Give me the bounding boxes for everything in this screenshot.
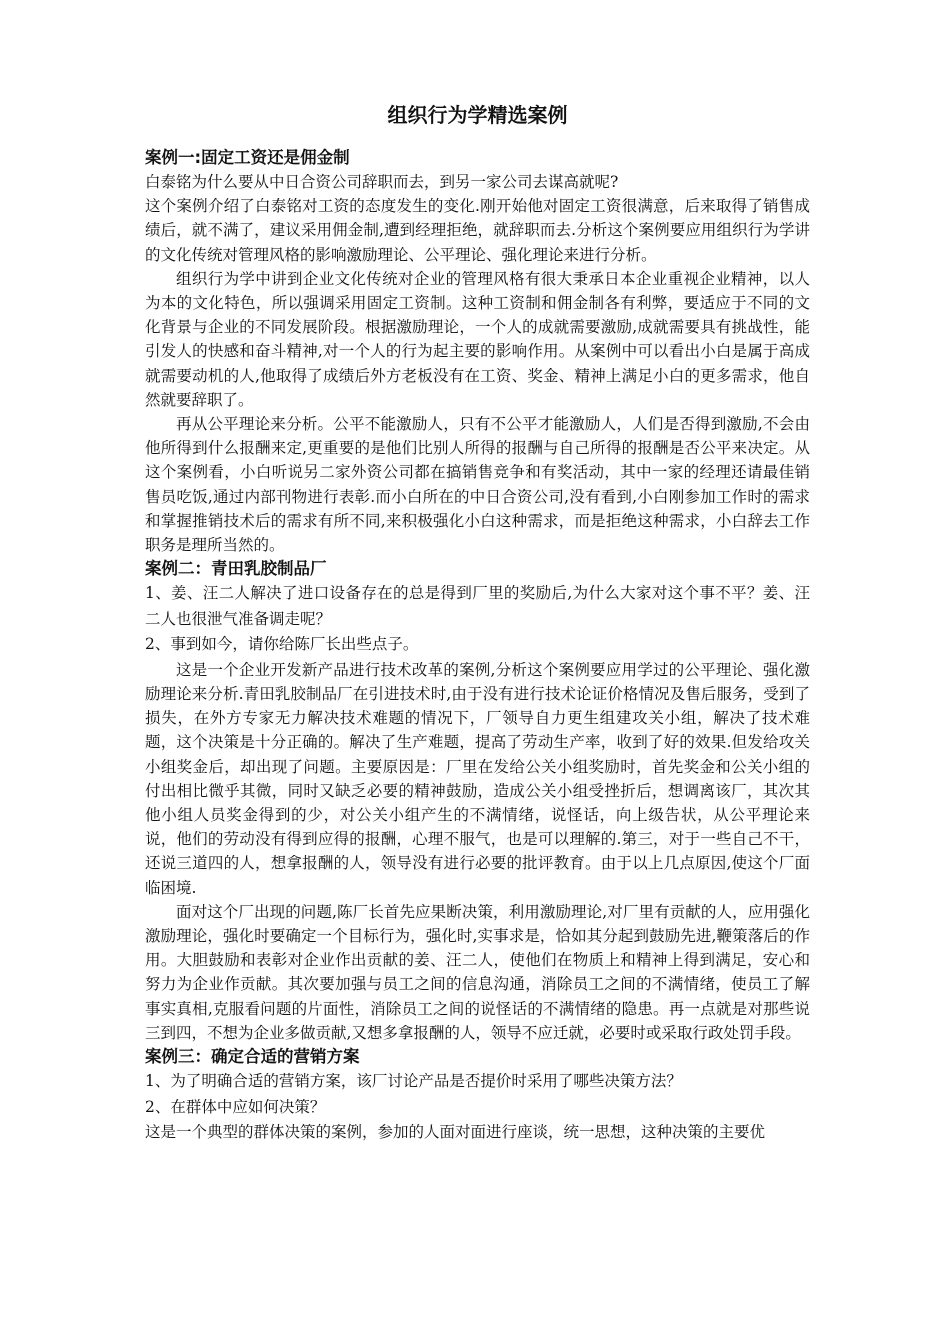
case2-question-2: 2、事到如今，请你给陈厂长出些点子。 xyxy=(145,635,419,654)
case1-heading: 案例一:固定工资还是佣金制 xyxy=(145,148,350,167)
case2-paragraph-2: 面对这个厂出现的问题,陈厂长首先应果断决策，利用激励理论,对厂里有贡献的人，应用强化激励理论，强化时要确定一个目标行为，强化时,实事求是，恰如其分起到鼓励先进,鞭策落后的作用。大胆鼓励和表彰对企业作出贡献的姜、汪二人，使他们在物质上和精神上得到满足，安心和努力为企业作贡献。其次要加强与员工之间的信息沟通，消除员工之间的不满情绪，使员工了解事实真相,克服看问题的片面性，消除员工之间的说怪话的不满情绪的隐患。再一点就是对那些说三到四，不想为企业多做贡献,又想多拿报酬的人，领导不应迁就，必要时或采取行政处罚手段。 xyxy=(145,902,810,1042)
case3-question-2: 2、在群体中应如何决策？ xyxy=(145,1097,326,1116)
case1-paragraph-1: 这个案例介绍了白泰铭对工资的态度发生的变化.刚开始他对固定工资很满意，后来取得了销售成绩后，就不满了，建议采用佣金制,遭到经理拒绝，就辞职而去.分析这个案例要应用组织行为学讲的文化传统对管理风格的影响激励理论、公平理论、强化理论来进行分析。 xyxy=(145,197,810,264)
case2-heading: 案例二：青田乳胶制品厂 xyxy=(145,559,327,579)
case1-paragraph-3: 再从公平理论来分析。公平不能激励人，只有不公平才能激励人，人们是否得到激励,不会由他所得到什么报酬来定,更重要的是他们比别人所得的报酬与自己所得的报酬是否公平来决定。从这个案例看，小白听说另二家外资公司都在搞销售竞争和有奖活动，其中一家的经理还请最佳销售员吃饭,通过内部刊物进行表彰.而小白所在的中日合资公司,没有看到,小白刚参加工作时的需求和掌握推销技术后的需求有所不同,来积极强化小白这种需求，而是拒绝这种需求，小白辞去工作职务是理所当然的。 xyxy=(145,415,810,555)
document-page xyxy=(145,100,810,1144)
case1-paragraph-2: 组织行为学中讲到企业文化传统对企业的管理风格有很大秉承日本企业重视企业精神，以人为本的文化特色，所以强调采用固定工资制。这种工资制和佣金制各有利弊，要适应于不同的文化背景与企业的不同发展阶段。根据激励理论，一个人的成就需要激励,成就需要具有挑战性，能引发人的快感和奋斗精神,对一个人的行为起主要的影响作用。从案例中可以看出小白是属于高成就需要动机的人,他取得了成绩后外方老板没有在工资、奖金、精神上满足小白的更多需求，他自然就要辞职了。 xyxy=(145,269,810,409)
case2-question-1: 1、姜、汪二人解决了进口设备存在的总是得到厂里的奖励后,为什么大家对这个事不平？姜、汪二人也很泄气准备调走呢？ xyxy=(145,584,810,628)
case3-paragraph-1: 这是一个典型的群体决策的案例，参加的人面对面进行座谈，统一思想，这种决策的主要优 xyxy=(145,1123,766,1141)
case1-question: 白泰铭为什么要从中日合资公司辞职而去，到另一家公司去谋高就呢? xyxy=(145,173,619,191)
case3-question-1: 1、为了明确合适的营销方案，该厂讨论产品是否提价时采用了哪些决策方法？ xyxy=(145,1072,682,1090)
document-title: 组织行为学精选案例 xyxy=(387,103,568,127)
case2-paragraph-1: 这是一个企业开发新产品进行技术改革的案例,分析这个案例要应用学过的公平理论、强化激励理论来分析.青田乳胶制品厂在引进技术时,由于没有进行技术论证价格情况及售后服务，受到了损失，在外方专家无力解决技术难题的情况下，厂领导自力更生组建攻关小组，解决了技术难题，这个决策是十分正确的。解决了生产难题，提高了劳动生产率，收到了好的效果.但发给攻关小组奖金后，却出现了问题。主要原因是：厂里在发给公关小组奖励时，首先奖金和公关小组的付出相比微乎其微，同时又缺乏必要的精神鼓励，造成公关小组受挫折后，想调离该厂，其次其他小组人员奖金得到的少，对公关小组产生的不满情绪，说怪话，向上级告状，从公平理论来说，他们的劳动没有得到应得的报酬，心理不服气，也是可以理解的.第三，对于一些自己不干，还说三道四的人，想拿报酬的人，领导没有进行必要的批评教育。由于以上几点原因,使这个厂面临困境. xyxy=(145,660,810,897)
case3-heading: 案例三：确定合适的营销方案 xyxy=(145,1047,360,1066)
